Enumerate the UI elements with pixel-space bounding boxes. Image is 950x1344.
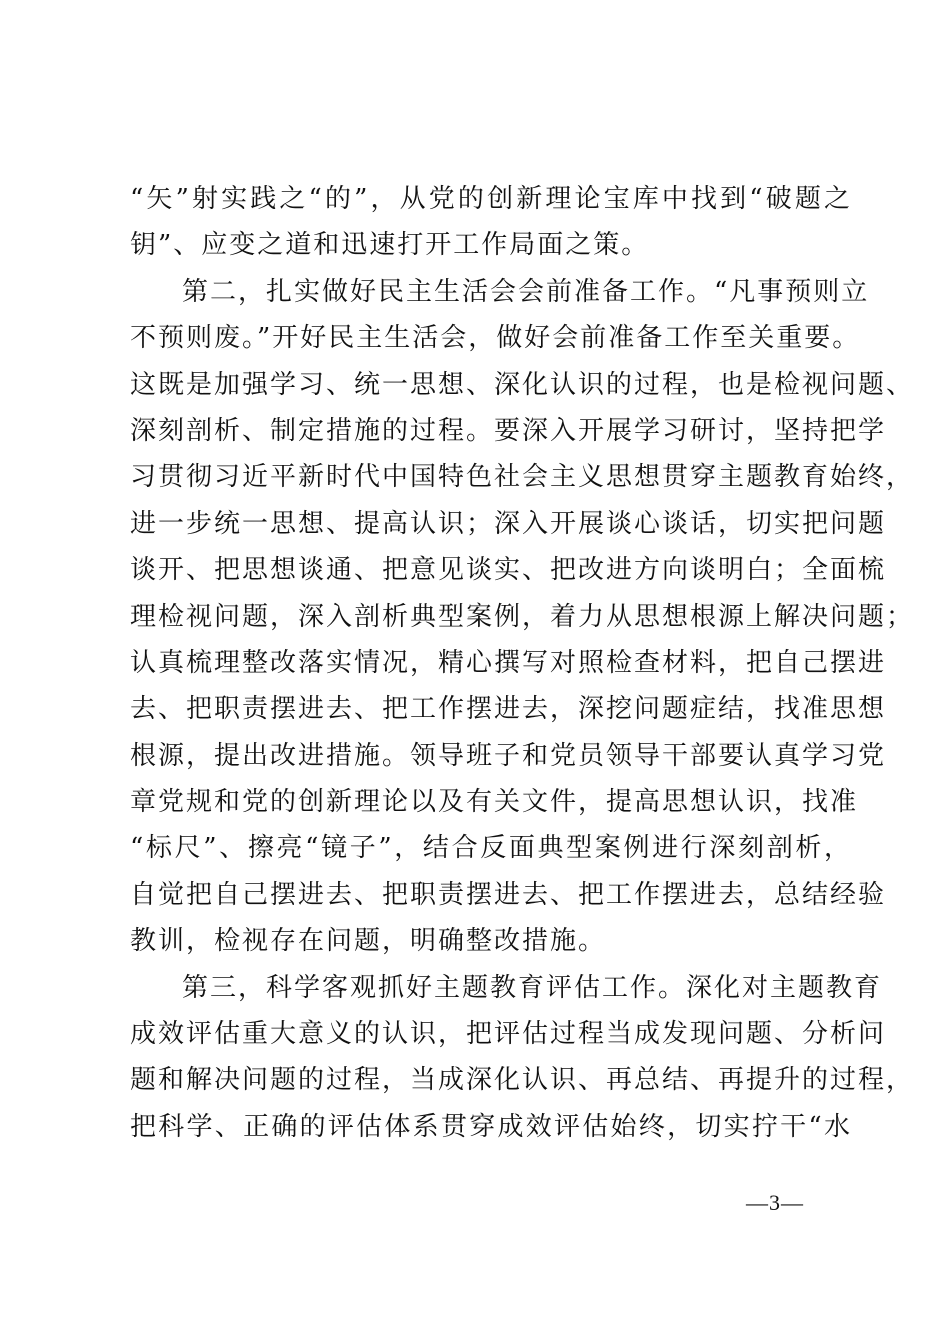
text-line: “标尺”、擦亮“镜子”，结合反面典型案例进行深刻剖析， [130, 833, 852, 864]
text-line: 去、把职责摆进去、把工作摆进去，深挖问题症结，找准思想 [130, 694, 887, 725]
paragraph-start-line: 第三，科学客观抓好主题教育评估工作。深化对主题教育 [182, 972, 883, 1003]
page-number: —3— [746, 1190, 804, 1215]
text-line: 成效评估重大意义的认识，把评估过程当成发现问题、分析问 [130, 1019, 887, 1050]
body-text [130, 176, 915, 1150]
text-line: 进一步统一思想、提高认识；深入开展谈心谈话，切实把问题 [130, 508, 887, 539]
text-line: 理检视问题，深入剖析典型案例，着力从思想根源上解决问题； [130, 601, 915, 632]
paragraph-start-line: 第二，扎实做好民主生活会会前准备工作。“凡事预则立 [182, 276, 870, 307]
text-line: 钥”、应变之道和迅速打开工作局面之策。 [130, 230, 650, 261]
text-line: 不预则废。”开好民主生活会，做好会前准备工作至关重要。 [130, 323, 861, 354]
text-line: 把科学、正确的评估体系贯穿成效评估始终，切实拧干“水 [130, 1111, 852, 1142]
text-line: 自觉把自己摆进去、把职责摆进去、把工作摆进去，总结经验 [130, 879, 887, 910]
text-line: 认真梳理整改落实情况，精心撰写对照检查材料，把自己摆进 [130, 647, 887, 678]
text-line: 这既是加强学习、统一思想、深化认识的过程，也是检视问题、 [130, 369, 915, 400]
text-line: 根源，提出改进措施。领导班子和党员领导干部要认真学习党 [130, 740, 887, 771]
text-line: “矢”射实践之“的”，从党的创新理论宝库中找到“破题之 [130, 184, 852, 214]
text-line: 题和解决问题的过程，当成深化认识、再总结、再提升的过程， [130, 1065, 915, 1096]
text-line: 习贯彻习近平新时代中国特色社会主义思想贯穿主题教育始终， [130, 462, 915, 493]
text-line: 教训，检视存在问题，明确整改措施。 [130, 926, 607, 957]
text-line: 谈开、把思想谈通、把意见谈实、把改进方向谈明白；全面梳 [130, 555, 887, 586]
text-line: 章党规和党的创新理论以及有关文件，提高思想认识，找准 [130, 787, 859, 818]
text-line: 深刻剖析、制定措施的过程。要深入开展学习研讨，坚持把学 [130, 415, 887, 446]
